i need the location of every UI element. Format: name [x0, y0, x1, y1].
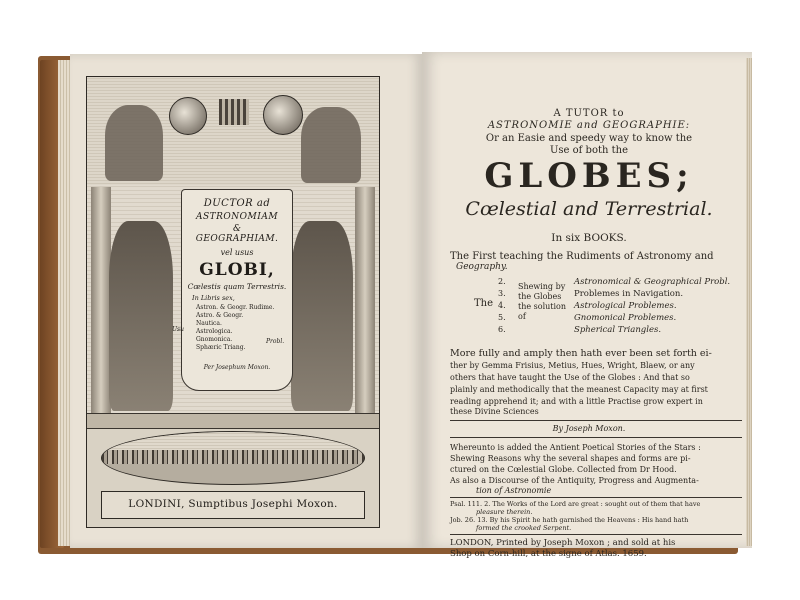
para-line: others that have taught the Use of the Globes : And that so — [450, 373, 690, 382]
brace-number: 2. — [498, 277, 506, 286]
brace-the: The — [474, 298, 494, 309]
title-drape — [172, 189, 293, 391]
whereunto-line: As also a Discourse of the Antiquity, Progress and Augmenta- — [450, 476, 699, 485]
london-cityscape — [101, 431, 365, 485]
celestial-globe-icon — [263, 95, 303, 135]
divider-rule — [450, 420, 742, 421]
drape-list-item: Gnomonica. — [196, 336, 233, 343]
drape-line-5: vel usus — [220, 248, 254, 257]
terrestrial-globe-icon — [169, 97, 207, 135]
brace-shewing-line: of — [518, 312, 526, 321]
whereunto-last-line: tion of Astronomie — [476, 486, 552, 495]
drape-side-right: Probl. — [266, 338, 285, 345]
books-stack-icon — [219, 99, 249, 125]
column-right — [355, 187, 375, 413]
drape-line-3: & — [232, 224, 241, 234]
divider-rule — [450, 437, 742, 438]
drape-line-7: Cœlestis quam Terrestris. — [187, 282, 287, 291]
drape-list-item: Astrologica. — [196, 328, 233, 335]
seated-figure-left — [105, 105, 163, 181]
brace-shewing-line: the solution — [518, 302, 567, 311]
drape-list-item: Nautica. — [196, 320, 222, 327]
london-imprint-line-1: LONDON, Printed by Joseph Moxon ; and sold at his — [450, 538, 676, 548]
divider-rule — [450, 497, 742, 498]
london-imprint-line-2: Shop on Corn-hill, at the signe of Atlas. 1659. — [450, 549, 647, 559]
drape-side-left: Usu — [172, 326, 184, 333]
title-coelestial: Cœlestial and Terrestrial. — [465, 198, 713, 220]
brace-number: 3. — [498, 289, 506, 298]
title-first-book-cont: Geography. — [456, 262, 508, 272]
brace-items — [574, 276, 730, 336]
brace-item: Astrological Problemes. — [574, 301, 677, 311]
books-brace-block — [474, 276, 744, 336]
whereunto-line: Shewing Reasons why the several shapes and forms are pi- — [450, 454, 691, 463]
para-line: More fully and amply then hath ever been set forth ei- — [450, 348, 712, 359]
right-page-edge — [746, 58, 752, 546]
frontispiece-engraving — [86, 76, 380, 528]
frontispiece-imprint: LONDINI, Sumptibus Josephi Moxon. — [128, 498, 338, 510]
para-last-line: these Divine Sciences — [450, 407, 539, 416]
brace-number: 4. — [498, 301, 506, 310]
cityscape-sky — [102, 432, 364, 452]
divider-rule — [450, 534, 742, 535]
drape-list-item: Sphæric Triang. — [196, 344, 246, 351]
brace-numbers — [498, 276, 506, 336]
scripture-line: formed the crooked Serpent. — [476, 524, 572, 532]
drape-line-8: In Libris sex, — [192, 294, 235, 302]
frontispiece-imprint-box — [101, 491, 365, 519]
title-line-4: Use of both the — [550, 145, 628, 156]
title-line-1: A TUTOR to — [553, 108, 625, 119]
bearded-scholar-right — [291, 221, 353, 411]
drape-list-item: Astro. & Geogr. — [196, 312, 244, 319]
brace-shewing-line: Shewing by — [518, 282, 566, 291]
title-six-books: In six BOOKS. — [551, 232, 627, 244]
whereunto-line: ctured on the Cœlestial Globe. Collected from Dr Hood. — [450, 465, 677, 474]
pedestal — [87, 413, 379, 429]
title-line-3: Or an Easie and speedy way to know the — [485, 133, 693, 144]
para-line: plainly and methodically that the meanest Capacity may at first — [450, 385, 708, 394]
title-author: By Joseph Moxon. — [552, 424, 626, 433]
scripture-line: Psal. 111. 2. The Works of the Lord are great : sought out of them that have — [450, 500, 701, 508]
para-line: ther by Gemma Frisius, Metius, Hues, Wright, Blaew, or any — [450, 361, 695, 370]
whereunto-line: Whereunto is added the Antient Poetical Stories of the Stars : — [450, 443, 701, 452]
brace-item: Spherical Triangles. — [574, 325, 662, 335]
drape-line-2: ASTRONOMIAM — [195, 212, 279, 222]
seated-figure-right — [301, 107, 361, 183]
scripture-line: Job. 26. 13. By his Spirit he hath garnished the Heavens : His hand hath — [450, 516, 689, 524]
brace-item: Astronomical & Geographical Probl. — [574, 277, 731, 287]
brace-shewing — [518, 282, 566, 322]
drape-line-1: DUCTOR ad — [203, 198, 271, 209]
title-first-book: The First teaching the Rudiments of Astronomy and — [450, 251, 714, 262]
brace-shewing-line: the Globes — [518, 292, 562, 301]
column-left — [91, 187, 111, 413]
drape-author: Per Josephum Moxon. — [203, 364, 271, 371]
drape-line-4: GEOGRAPHIAM. — [195, 234, 279, 244]
scripture-line: pleasure therein. — [476, 508, 533, 516]
cityscape-skyline — [102, 450, 364, 464]
title-line-2: ASTRONOMIE and GEOGRAPHIE: — [487, 120, 691, 131]
para-line: reading apprehend it; and with a little Practise grow expert in — [450, 397, 703, 406]
brace-item: Problemes in Navigation. — [574, 289, 684, 299]
brace-number: 6. — [498, 325, 506, 334]
brace-item: Gnomonical Problemes. — [574, 313, 677, 323]
title-globes: GLOBES; — [484, 156, 694, 196]
bearded-scholar-left — [109, 221, 173, 411]
drape-title-globi: GLOBI, — [199, 260, 275, 280]
brace-number: 5. — [498, 313, 506, 322]
drape-list-item: Astron. & Geogr. Rudime. — [196, 304, 275, 311]
